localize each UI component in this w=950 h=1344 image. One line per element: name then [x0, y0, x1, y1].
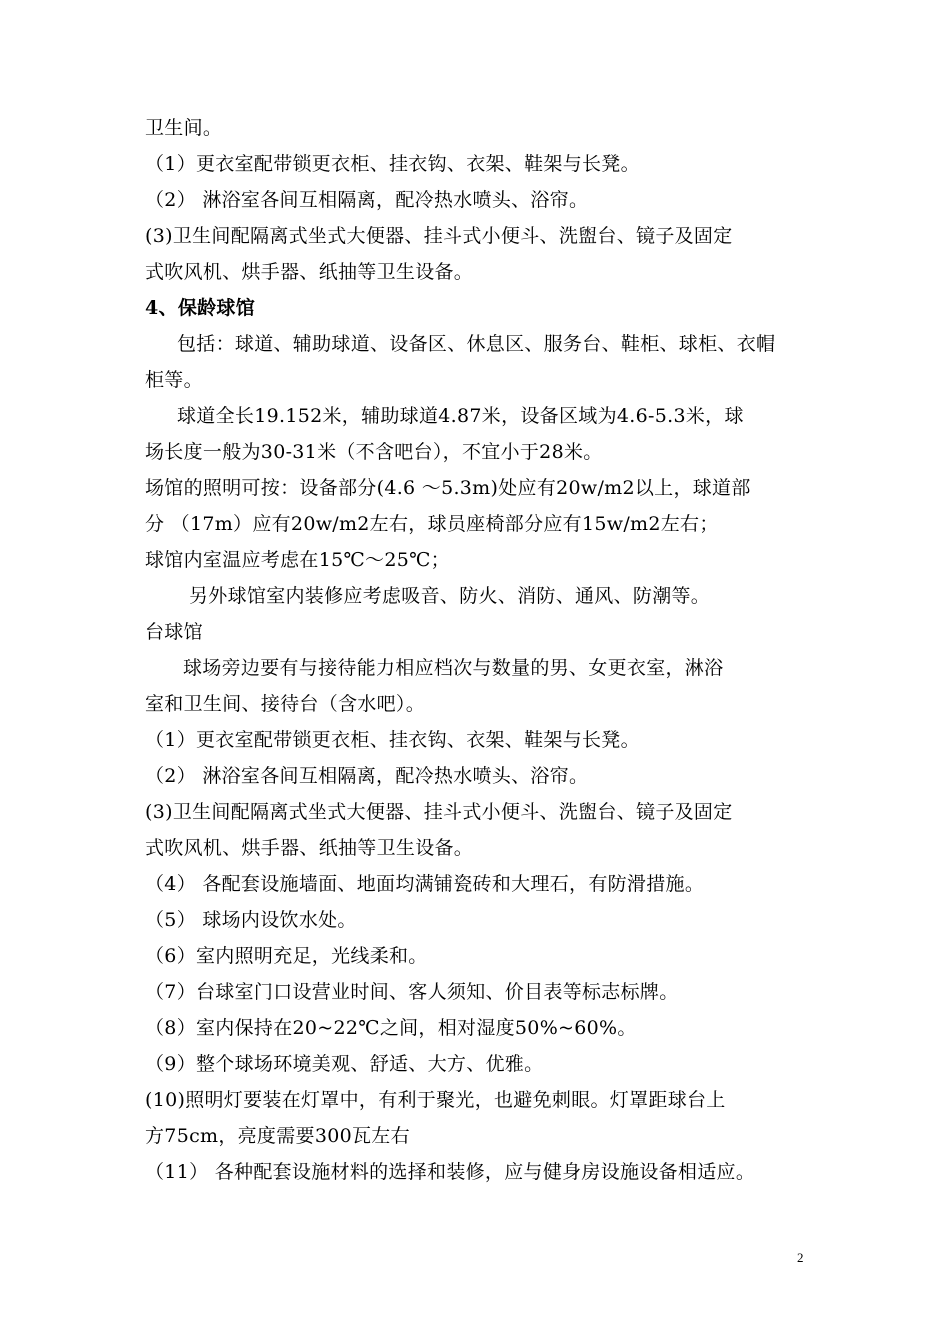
page-body [145, 110, 825, 1190]
paragraph-line: 室和卫生间、接待台（含水吧）。 [145, 693, 426, 715]
paragraph-line: 场馆的照明可按：设备部分(4.6 ～5.3m)处应有20w/m2以上，球道部 [145, 477, 751, 499]
section-heading: 4、保龄球馆 [145, 297, 256, 319]
text-line: 卫生间。 [145, 117, 223, 139]
list-item: （1）更衣室配带锁更衣柜、挂衣钩、衣架、鞋架与长凳。 [145, 153, 640, 175]
list-item: （4） 各配套设施墙面、地面均满铺瓷砖和大理石，有防滑措施。 [145, 873, 705, 895]
list-item: （9）整个球场环境美观、舒适、大方、优雅。 [145, 1053, 544, 1075]
list-item: （7）台球室门口设营业时间、客人须知、价目表等标志标牌。 [145, 981, 679, 1003]
list-item: （5） 球场内设饮水处。 [145, 909, 357, 931]
section-heading: 台球馆 [145, 621, 203, 643]
page-number: 2 [797, 1250, 804, 1265]
list-item: （11） 各种配套设施材料的选择和装修，应与健身房设施设备相适应。 [145, 1161, 756, 1183]
list-item: （8）室内保持在20~22℃之间，相对湿度50%~60%。 [145, 1017, 637, 1039]
list-item-continuation: 方75cm，亮度需要300瓦左右 [145, 1125, 410, 1147]
list-item: （2） 淋浴室各间互相隔离，配冷热水喷头、浴帘。 [145, 765, 589, 787]
paragraph-line: 场长度一般为30-31米（不含吧台），不宜小于28米。 [145, 441, 603, 463]
list-item: （1）更衣室配带锁更衣柜、挂衣钩、衣架、鞋架与长凳。 [145, 729, 640, 751]
list-item: (3)卫生间配隔离式坐式大便器、挂斗式小便斗、洗盥台、镜子及固定 [145, 225, 733, 247]
paragraph-line: 另外球馆室内装修应考虑吸音、防火、消防、通风、防潮等。 [189, 585, 711, 607]
paragraph-line: 分 （17m）应有20w/m2左右，球员座椅部分应有15w/m2左右； [145, 513, 719, 535]
paragraph-line: 球道全长19.152米，辅助球道4.87米，设备区域为4.6-5.3米，球 [177, 405, 744, 427]
list-item-continuation: 式吹风机、烘手器、纸抽等卫生设备。 [145, 261, 474, 283]
paragraph-line: 柜等。 [145, 369, 203, 391]
list-item: (10)照明灯要装在灯罩中，有利于聚光，也避免刺眼。灯罩距球台上 [145, 1089, 726, 1111]
paragraph-line: 球场旁边要有与接待能力相应档次与数量的男、女更衣室，淋浴 [183, 657, 724, 679]
list-item-continuation: 式吹风机、烘手器、纸抽等卫生设备。 [145, 837, 474, 859]
list-item: (3)卫生间配隔离式坐式大便器、挂斗式小便斗、洗盥台、镜子及固定 [145, 801, 733, 823]
list-item: （2） 淋浴室各间互相隔离，配冷热水喷头、浴帘。 [145, 189, 589, 211]
list-item: （6）室内照明充足，光线柔和。 [145, 945, 428, 967]
paragraph-line: 球馆内室温应考虑在15℃～25℃； [145, 549, 450, 571]
paragraph-line: 包括：球道、辅助球道、设备区、休息区、服务台、鞋柜、球柜、衣帽 [177, 333, 776, 355]
